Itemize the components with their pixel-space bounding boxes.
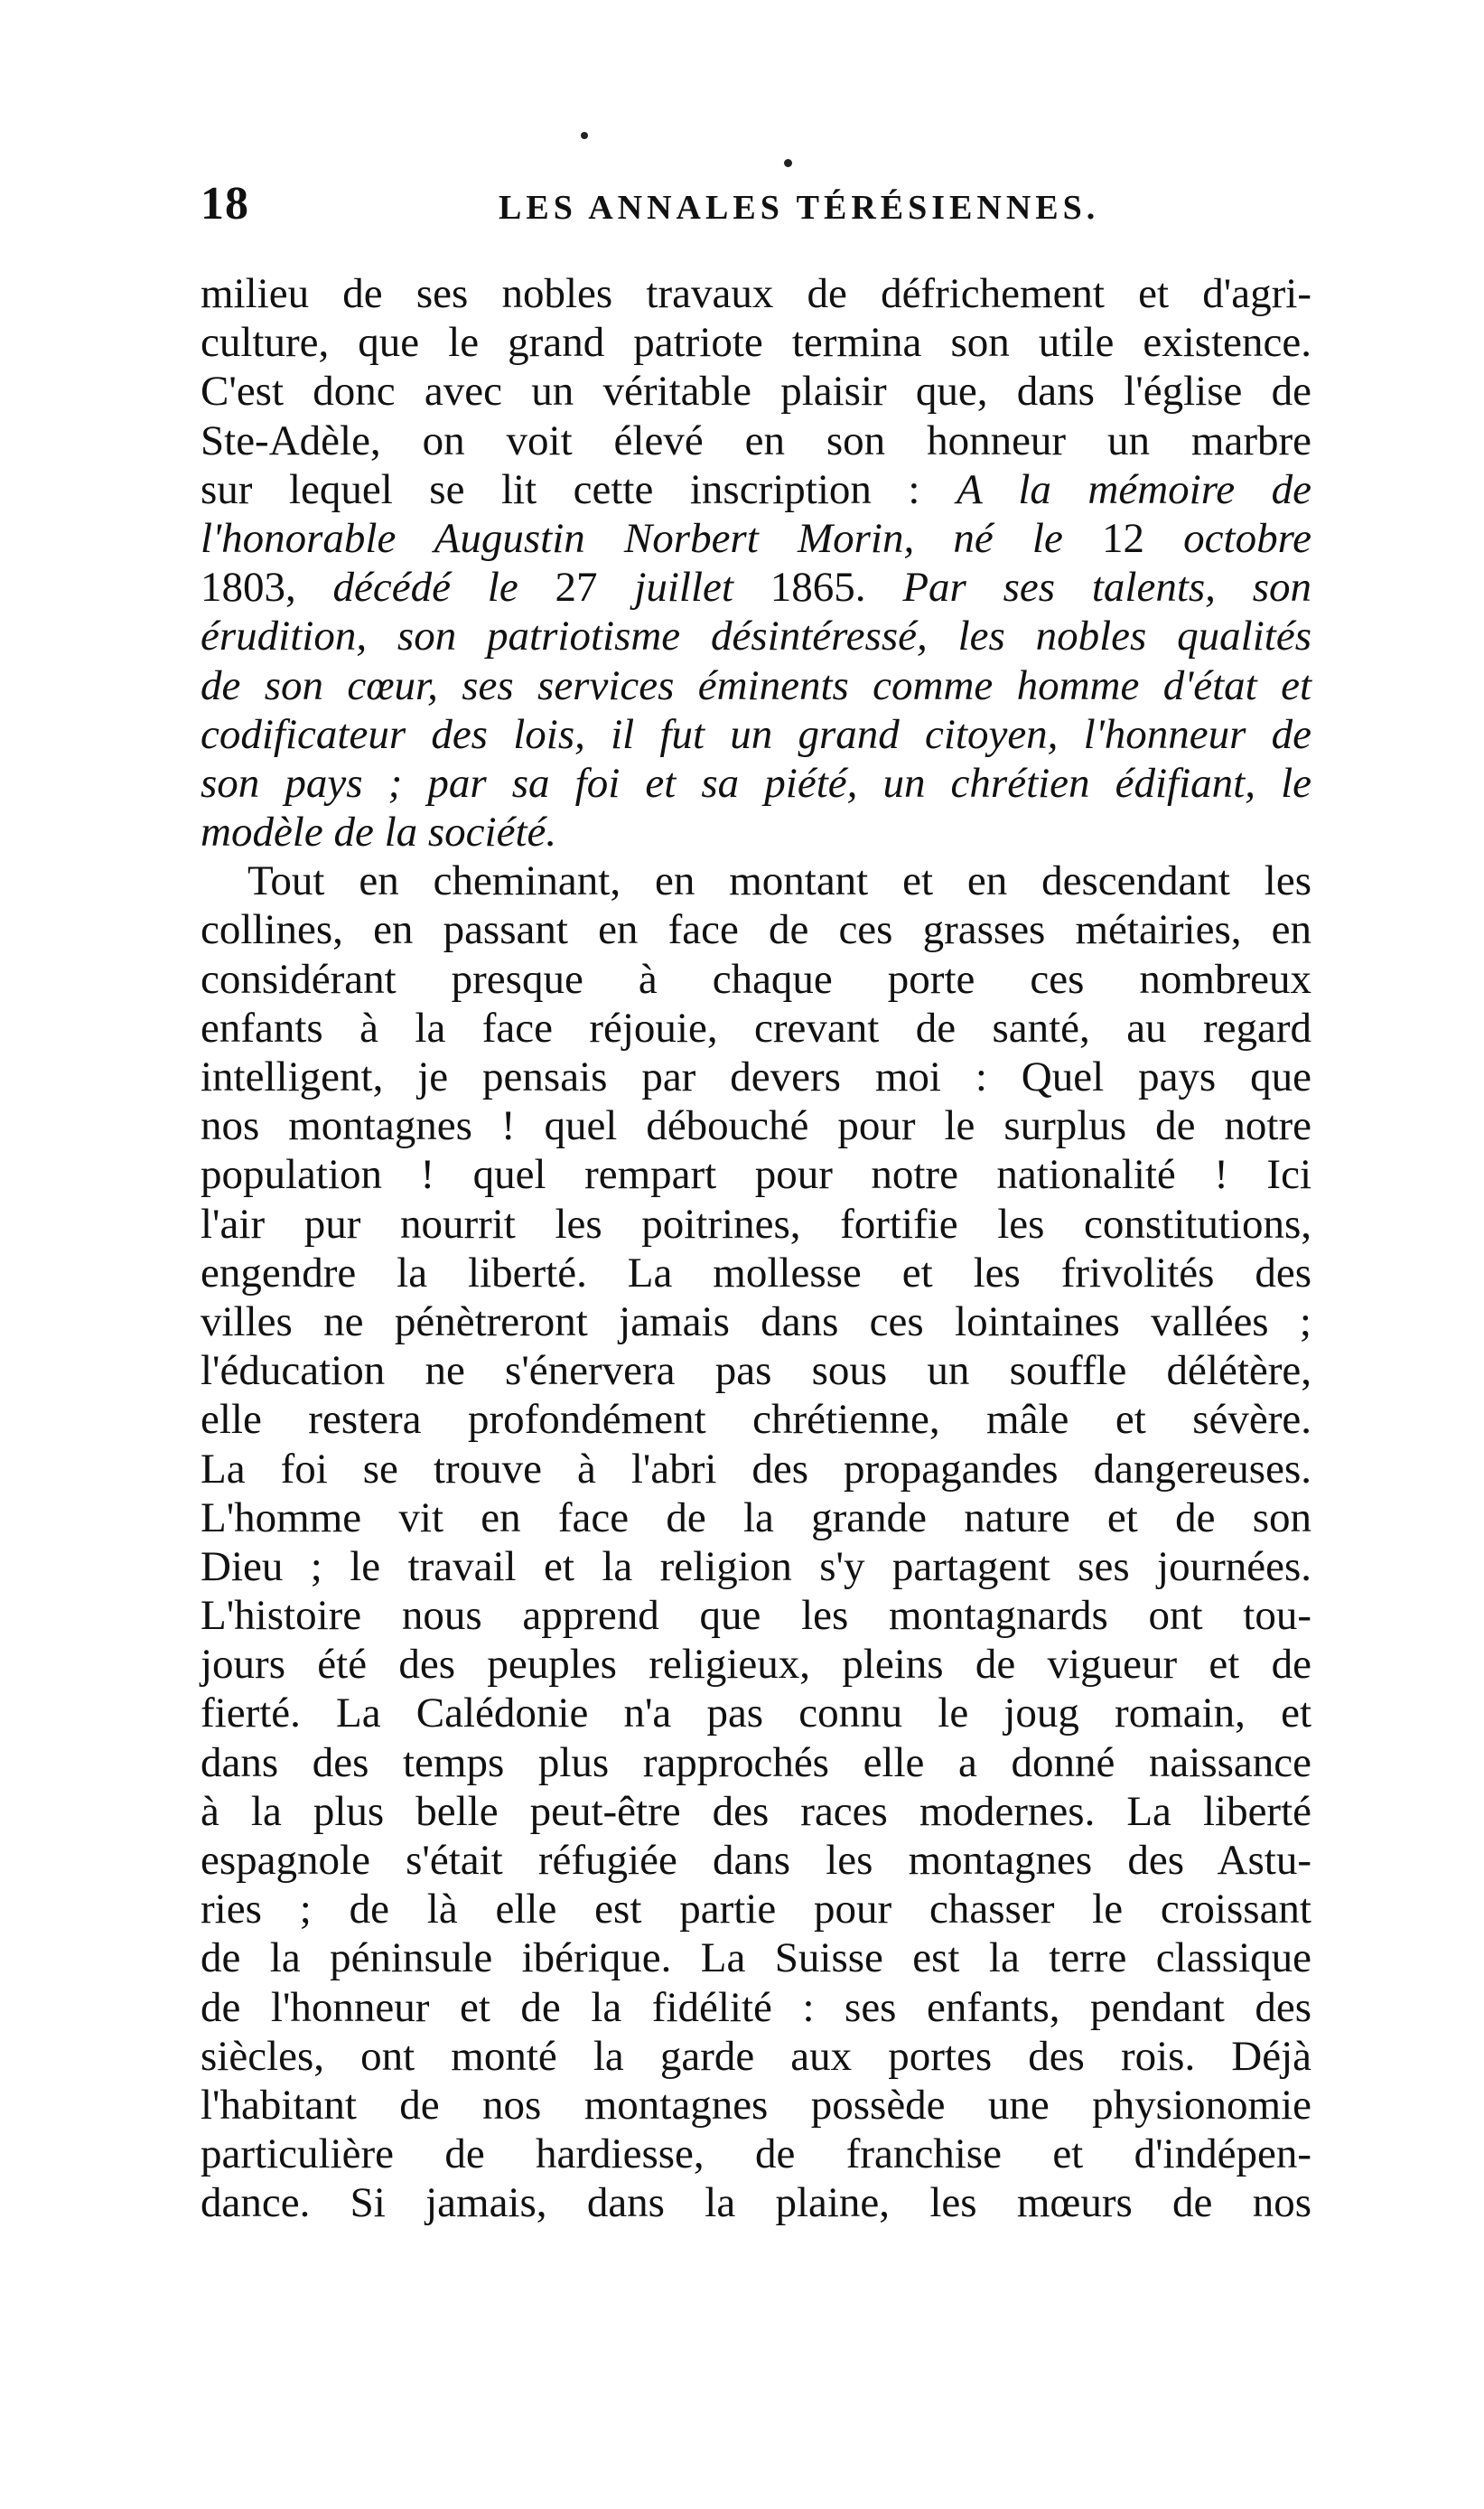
text-line: L'homme vit en face de la grande nature et de son (201, 1493, 1311, 1541)
text-line: érudition, son patriotisme désintéressé, les nobles qualités (201, 613, 1311, 660)
text-line: L'histoire nous apprend que les montagnards ont tou- (201, 1592, 1311, 1640)
body-text (201, 269, 1311, 2228)
text-line (201, 563, 1311, 612)
text-line: modèle de la société. (201, 809, 557, 857)
text-line: de l'honneur et de la fidélité : ses enfants, pendant des (201, 1983, 1311, 2031)
text-line: codificateur des lois, il fut un grand citoyen, l'honneur de (201, 710, 1311, 758)
text-line: fierté. La Calédonie n'a pas connu le joug romain, et (201, 1690, 1311, 1737)
inscription-italic: décédé le (332, 564, 518, 612)
text-line: Ste-Adèle, on voit élevé en son honneur un marbre (201, 417, 1311, 464)
text-line: enfants à la face réjouie, crevant de santé, au regard (201, 1004, 1311, 1052)
inscription-italic: Par ses talents, son (902, 564, 1312, 612)
text-line: La foi se trouve à l'abri des propagandes dangereuses. (201, 1445, 1311, 1493)
text-fragment: sur lequel se lit cette inscription : (201, 465, 957, 513)
text-line: l'éducation ne s'énervera pas sous un souffle délétère, (201, 1347, 1311, 1395)
text-line: milieu de ses nobles travaux de défrichement et d'agri- (201, 270, 1311, 317)
text-line: considérant presque à chaque porte ces nombreux (201, 955, 1311, 1003)
text-line: population ! quel rempart pour notre nationalité ! Ici (201, 1151, 1311, 1199)
text-line: dance. Si jamais, dans la plaine, les mœurs de nos (201, 2179, 1311, 2227)
text-line: Tout en cheminant, en montant et en descendant les (247, 857, 1311, 905)
text-line (201, 465, 1311, 514)
text-line: collines, en passant en face de ces grasses métairies, en (201, 906, 1311, 954)
text-fragment: 1803, (201, 564, 333, 612)
text-line: espagnole s'était réfugiée dans les montagnes des Astu- (201, 1837, 1311, 1884)
page-header (201, 177, 1311, 240)
inscription-italic: A la mémoire de (956, 465, 1311, 513)
text-line: à la plus belle peut-être des races modernes. La liberté (201, 1787, 1311, 1835)
ink-speck (784, 159, 792, 167)
text-line: C'est donc avec un véritable plaisir que, dans l'église de (201, 368, 1311, 416)
inscription-italic: juillet (634, 564, 733, 612)
text-line: jours été des peuples religieux, pleins de vigueur et de (201, 1641, 1311, 1689)
text-line: de son cœur, ses services éminents comme homme d'état et (201, 661, 1311, 709)
text-line: particulière de hardiesse, de franchise et d'indépen- (201, 2130, 1311, 2178)
text-fragment: 1865. (733, 564, 903, 612)
inscription-italic: octobre (1183, 514, 1311, 562)
text-line: Dieu ; le travail et la religion s'y partagent ses journées. (201, 1542, 1311, 1590)
text-line: culture, que le grand patriote termina son utile existence. (201, 319, 1311, 367)
ink-speck (581, 132, 588, 139)
text-line: l'habitant de nos montagnes possède une physionomie (201, 2081, 1311, 2129)
text-line: ries ; de là elle est partie pour chasser le croissant (201, 1886, 1311, 1933)
text-line: villes ne pénètreront jamais dans ces lointaines vallées ; (201, 1297, 1311, 1345)
text-line: siècles, ont monté la garde aux portes des rois. Déjà (201, 2032, 1311, 2080)
inscription-italic: l'honorable Augustin Norbert Morin, né le (201, 514, 1063, 562)
text-line (201, 514, 1311, 563)
text-line: engendre la liberté. La mollesse et les frivolités des (201, 1249, 1311, 1297)
text-line: nos montagnes ! quel débouché pour le surplus de notre (201, 1102, 1311, 1150)
running-head: LES ANNALES TÉRÉSIENNES. (499, 189, 1100, 227)
text-fragment: 27 (518, 564, 635, 612)
text-line: l'air pur nourrit les poitrines, fortifie les constitutions, (201, 1200, 1311, 1248)
text-line: elle restera profondément chrétienne, mâle et sévère. (201, 1396, 1311, 1444)
text-line: de la péninsule ibérique. La Suisse est la terre classique (201, 1934, 1311, 1982)
text-line: dans des temps plus rapprochés elle a donné naissance (201, 1738, 1311, 1786)
text-fragment: 12 (1062, 514, 1184, 562)
text-line: intelligent, je pensais par devers moi : Quel pays que (201, 1053, 1311, 1100)
text-line: son pays ; par sa foi et sa piété, un chrétien édifiant, le (201, 759, 1311, 807)
page-number: 18 (201, 178, 249, 229)
